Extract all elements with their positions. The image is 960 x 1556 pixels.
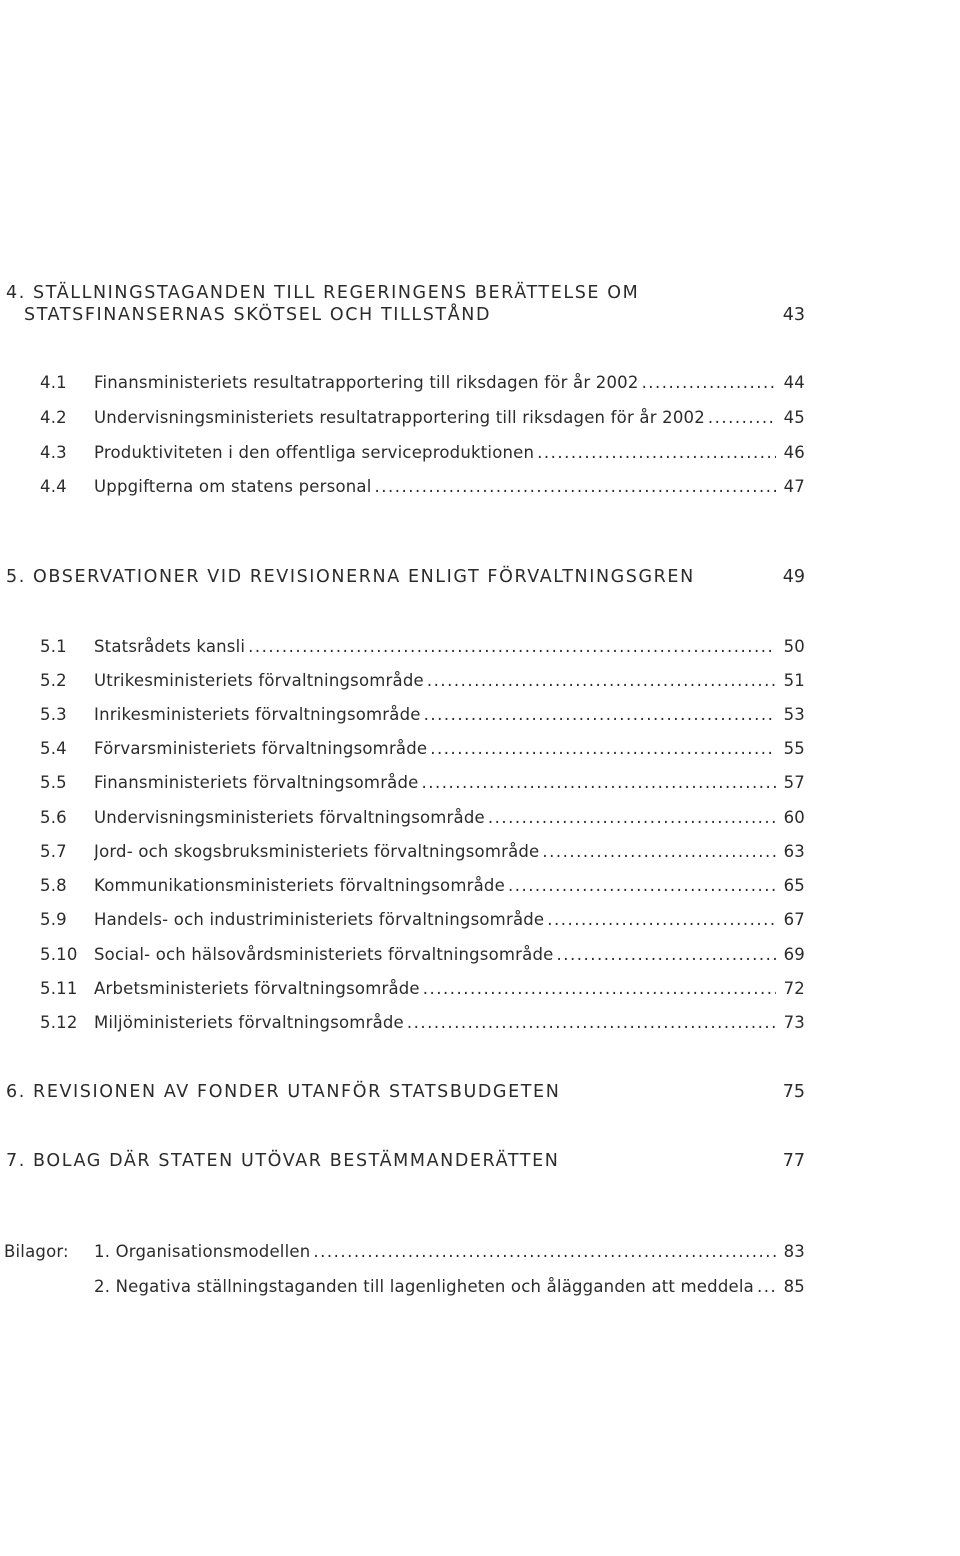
entry-title: Finansministeriets resultatrapportering till riksdagen för år 2002 <box>94 373 639 392</box>
toc-entry <box>94 1277 776 1296</box>
dot-leader <box>422 773 776 792</box>
section-7-heading: 7. BOLAG DÄR STATEN UTÖVAR BESTÄMMANDERÄTTEN <box>6 1151 560 1171</box>
entry-page: 72 <box>783 979 805 998</box>
entry-page: 44 <box>783 373 805 392</box>
dot-leader <box>424 705 776 724</box>
entry-page: 69 <box>783 945 805 964</box>
entry-number: 5.12 <box>40 1013 78 1032</box>
entry-title: Jord- och skogsbruksministeriets förvaltningsområde <box>94 842 540 861</box>
dot-leader <box>542 842 776 861</box>
entry-number: 4.2 <box>40 408 67 427</box>
toc-entry <box>94 773 776 792</box>
toc-entry <box>94 1013 776 1032</box>
entry-number: 5.3 <box>40 705 67 724</box>
entry-page: 47 <box>783 477 805 496</box>
entry-page: 53 <box>783 705 805 724</box>
section-4-page: 43 <box>782 305 805 325</box>
entry-number: 5.4 <box>40 739 67 758</box>
toc-entry <box>94 1242 776 1261</box>
dot-leader <box>547 910 776 929</box>
dot-leader <box>407 1013 776 1032</box>
entry-page: 50 <box>783 637 805 656</box>
entry-page: 67 <box>783 910 805 929</box>
entry-page: 46 <box>783 443 805 462</box>
entry-title: Utrikesministeriets förvaltningsområde <box>94 671 424 690</box>
appendix-label: Bilagor: <box>4 1242 69 1261</box>
entry-title: Handels- och industriministeriets förvaltningsområde <box>94 910 545 929</box>
section-4-heading-line1: 4. STÄLLNINGSTAGANDEN TILL REGERINGENS BERÄTTELSE OM <box>6 283 640 303</box>
entry-number: 5.8 <box>40 876 67 895</box>
entry-title: Inrikesministeriets förvaltningsområde <box>94 705 421 724</box>
section-5-heading: 5. OBSERVATIONER VID REVISIONERNA ENLIGT FÖRVALTNINGSGREN <box>6 567 695 587</box>
dot-leader <box>427 671 776 690</box>
entry-number: 5.11 <box>40 979 78 998</box>
dot-leader <box>313 1242 776 1261</box>
section-6-page: 75 <box>782 1082 805 1102</box>
entry-title: Uppgifterna om statens personal <box>94 477 372 496</box>
entry-page: 83 <box>783 1242 805 1261</box>
dot-leader <box>508 876 776 895</box>
entry-number: 5.6 <box>40 808 67 827</box>
entry-page: 55 <box>783 739 805 758</box>
entry-title: Förvarsministeriets förvaltningsområde <box>94 739 428 758</box>
section-5-page: 49 <box>782 567 805 587</box>
entry-page: 45 <box>783 408 805 427</box>
toc-entry <box>94 876 776 895</box>
entry-number: 5.9 <box>40 910 67 929</box>
entry-number: 5.7 <box>40 842 67 861</box>
toc-entry <box>94 979 776 998</box>
dot-leader <box>423 979 776 998</box>
dot-leader <box>430 739 776 758</box>
entry-title: Miljöministeriets förvaltningsområde <box>94 1013 404 1032</box>
entry-title: Kommunikationsministeriets förvaltningsområde <box>94 876 505 895</box>
entry-number: 5.1 <box>40 637 67 656</box>
entry-title: 2. Negativa ställningstaganden till lagenligheten och ålägganden att meddela <box>94 1277 754 1296</box>
entry-title: Undervisningsministeriets förvaltningsområde <box>94 808 485 827</box>
toc-entry <box>94 477 776 496</box>
entry-page: 65 <box>783 876 805 895</box>
entry-page: 51 <box>783 671 805 690</box>
dot-leader <box>248 637 776 656</box>
entry-page: 73 <box>783 1013 805 1032</box>
toc-entry <box>94 910 776 929</box>
entry-title: Undervisningsministeriets resultatrapportering till riksdagen för år 2002 <box>94 408 705 427</box>
entry-title: Statsrådets kansli <box>94 637 246 656</box>
dot-leader <box>537 443 776 462</box>
toc-entry <box>94 408 776 427</box>
toc-entry <box>94 945 776 964</box>
entry-number: 5.5 <box>40 773 67 792</box>
entry-page: 60 <box>783 808 805 827</box>
entry-page: 85 <box>783 1277 805 1296</box>
dot-leader <box>375 477 777 496</box>
toc-entry <box>94 842 776 861</box>
entry-title: Produktiviteten i den offentliga serviceproduktionen <box>94 443 535 462</box>
entry-title: Social- och hälsovårdsministeriets förvaltningsområde <box>94 945 554 964</box>
section-7-page: 77 <box>782 1151 805 1171</box>
section-4-heading-line2: STATSFINANSERNAS SKÖTSEL OCH TILLSTÅND <box>24 305 492 325</box>
dot-leader <box>557 945 777 964</box>
toc-entry <box>94 637 776 656</box>
entry-number: 5.2 <box>40 671 67 690</box>
toc-entry <box>94 808 776 827</box>
toc-entry <box>94 739 776 758</box>
entry-number: 5.10 <box>40 945 78 964</box>
toc-entry <box>94 373 776 392</box>
dot-leader <box>488 808 776 827</box>
entry-page: 63 <box>783 842 805 861</box>
entry-title: 1. Organisationsmodellen <box>94 1242 311 1261</box>
dot-leader <box>642 373 776 392</box>
entry-number: 4.4 <box>40 477 67 496</box>
entry-number: 4.3 <box>40 443 67 462</box>
section-6-heading: 6. REVISIONEN AV FONDER UTANFÖR STATSBUDGETEN <box>6 1082 561 1102</box>
toc-entry <box>94 671 776 690</box>
toc-entry <box>94 705 776 724</box>
entry-title: Finansministeriets förvaltningsområde <box>94 773 419 792</box>
toc-entry <box>94 443 776 462</box>
entry-title: Arbetsministeriets förvaltningsområde <box>94 979 420 998</box>
entry-page: 57 <box>783 773 805 792</box>
entry-number: 4.1 <box>40 373 67 392</box>
